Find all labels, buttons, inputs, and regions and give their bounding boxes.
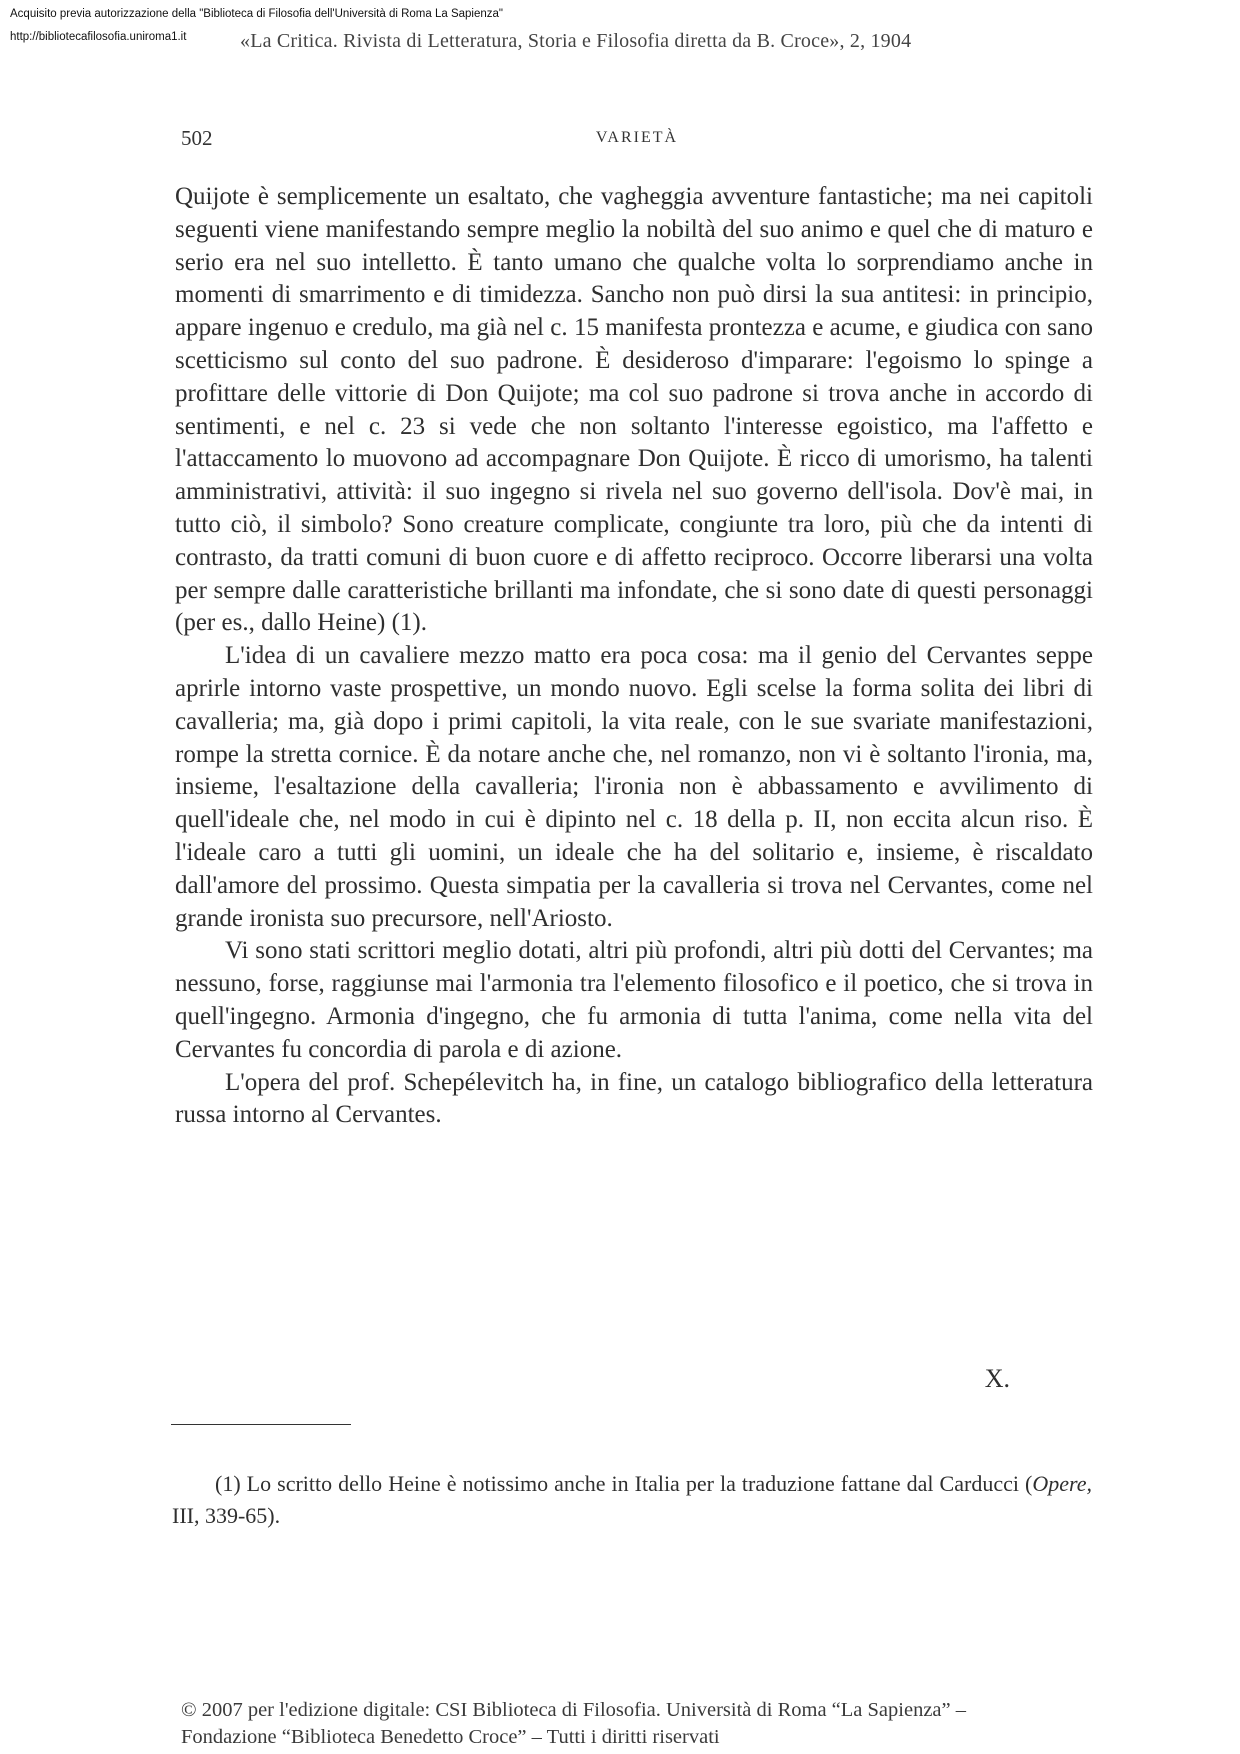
paragraph: L'opera del prof. Schepélevitch ha, in fine, un catalogo bibliografico della letteratura russa intorno al Cervantes. xyxy=(175,1068,1093,1129)
footnote-divider xyxy=(171,1424,351,1425)
source-citation: «La Critica. Rivista di Letteratura, Storia e Filosofia diretta da B. Croce», 2, 1904 xyxy=(240,30,912,52)
paragraph: Vi sono stati scrittori meglio dotati, altri più profondi, altri più dotti del Cervantes; ma nessuno, forse, raggiunse mai l'armonia tra l'elemento filosofico e il poetico, che si trova in quell'ingegno. Armonia d'ingegno, che fu armonia di tutta l'anima, come nella vita del Cervantes fu concordia di parola e di azione. xyxy=(175,937,1093,1063)
paragraph: Quijote è semplicemente un esaltato, che vagheggia avventure fantastiche; ma nei capitoli seguenti viene manifestando sempre meglio la nobiltà del suo animo e quel che di maturo e serio era nel suo intelletto. È tanto umano che qualche volta lo sorprendiamo anche in momenti di smarrimento e di timidezza. Sancho non può dirsi la sua antitesi: in principio, appare ingenuo e credulo, ma già nel c. 15 manifesta prontezza e acume, e giudica con sano scetticismo sul conto del suo padrone. È desideroso d'imparare: l'egoismo lo spinge a profittare delle vittorie di Don Quijote; ma col suo padrone si trova anche in accordo di sentimenti, e nel c. 23 si vede che non soltanto l'interesse egoistico, ma l'affetto e l'attaccamento lo muovono ad accompagnare Don Quijote. È ricco di umorismo, ha talenti amministrativi, attività: il suo ingegno si rivela nel suo governo dell'isola. Dov'è mai, in tutto ciò, il simbolo? Sono creature complicate, congiunte tra loro, più che da intenti di contrasto, da tratti comuni di buon cuore e di affetto reciproco. Occorre liberarsi una volta per sempre dalle caratteristiche brillanti ma infondate, che si sono date di questi personaggi (per es., dallo Heine) (1). xyxy=(175,183,1093,637)
footnote-text-start: (1) Lo scritto dello Heine è notissimo anche in Italia per la traduzione fattane dal Carducci ( xyxy=(215,1471,1033,1496)
article-body xyxy=(175,181,1093,1132)
library-url[interactable]: http://bibliotecafilosofia.uniroma1.it xyxy=(10,31,187,43)
page-number: 502 xyxy=(181,126,213,150)
footnote-text-end: III, 339-65). xyxy=(172,1503,281,1528)
copyright-line-2: Fondazione “Biblioteca Benedetto Croce” – Tutti i diritti riservati xyxy=(181,1726,720,1748)
section-title: VARIETÀ xyxy=(595,129,679,146)
copyright-notice xyxy=(181,1697,1101,1751)
copyright-line-1: © 2007 per l'edizione digitale: CSI Biblioteca di Filosofia. Università di Roma “La Sapienza” – xyxy=(181,1699,966,1721)
acquisition-note: Acquisito previa autorizzazione della "Biblioteca di Filosofia dell'Università di Roma La Sapienza" xyxy=(10,8,503,20)
footnote-work-title: Opere, xyxy=(1032,1471,1092,1496)
footnote xyxy=(172,1468,1092,1532)
author-signature: X. xyxy=(984,1364,1010,1393)
paragraph: L'idea di un cavaliere mezzo matto era poca cosa: ma il genio del Cervantes seppe aprirle intorno vaste prospettive, un mondo nuovo. Egli scelse la forma solita dei libri di cavalleria; ma, già dopo i primi capitoli, la vita reale, con le sue svariate manifestazioni, rompe la stretta cornice. È da notare anche che, nel romanzo, non vi è soltanto l'ironia, ma, insieme, l'esaltazione della cavalleria; l'ironia non è abbassamento e avvilimento di quell'ideale che, nel modo in cui è dipinto nel c. 18 della p. II, non eccita alcun riso. È l'ideale caro a tutti gli uomini, un ideale che ha del solitario e, insieme, è riscaldato dall'amore del prossimo. Questa simpatia per la cavalleria si trova nel Cervantes, come nel grande ironista suo precursore, nell'Ariosto. xyxy=(175,642,1093,932)
footnote-text xyxy=(172,1468,1092,1532)
